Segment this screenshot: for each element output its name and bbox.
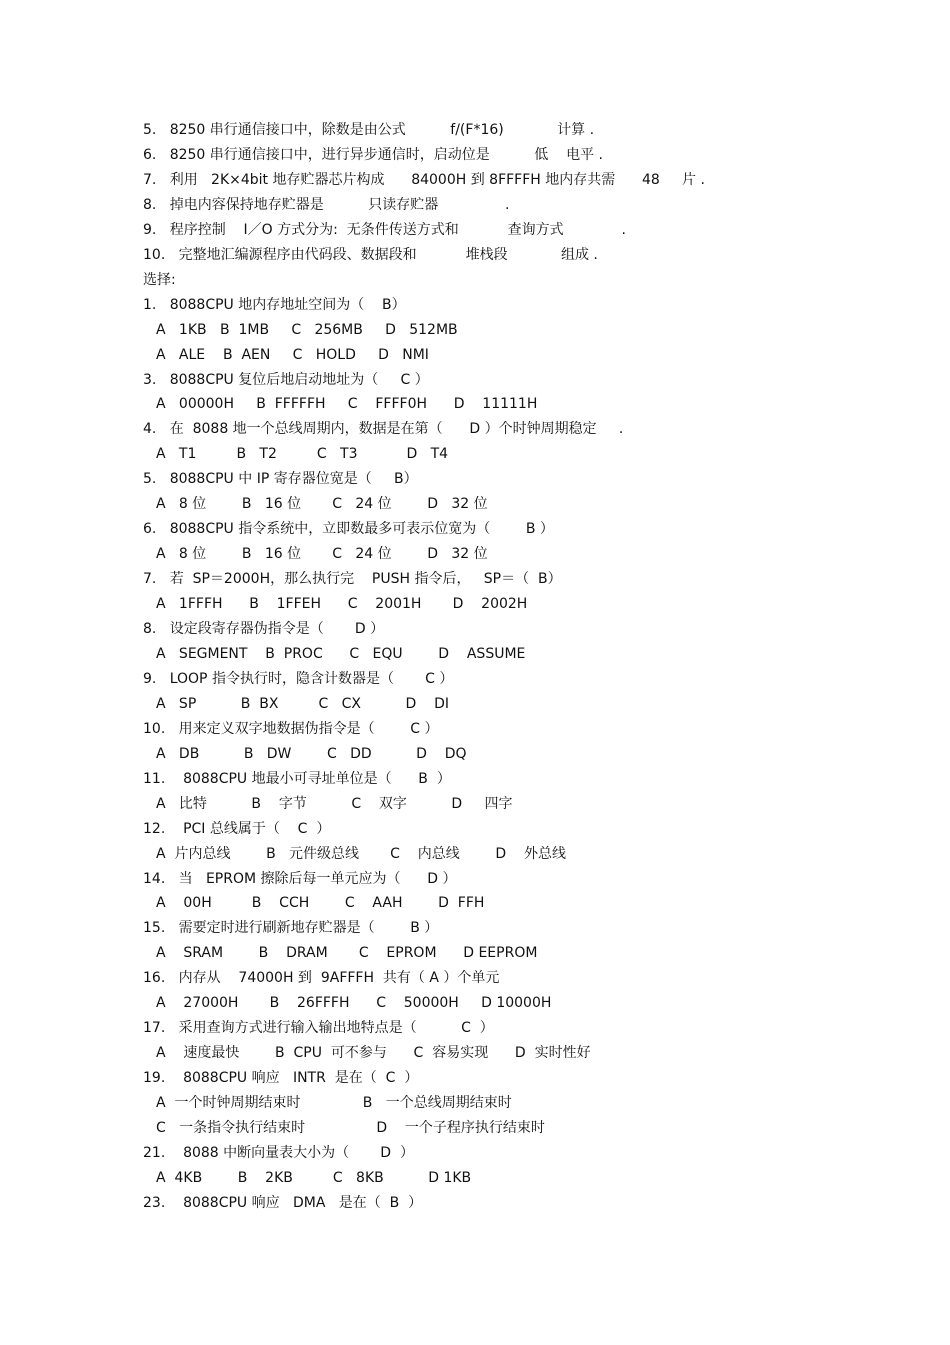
question-line: 14. 当 EPROM 擦除后每一单元应为（ D ）: [143, 871, 457, 887]
answer-options-line: A 1FFFH B 1FFEH C 2001H D 2002H: [156, 596, 528, 612]
question-line: 15. 需要定时进行刷新地存贮器是（ B ）: [143, 920, 439, 936]
question-line: 选择:: [143, 272, 176, 288]
answer-options-line: A SP B BX C CX D DI: [156, 696, 449, 712]
question-line: 8. 设定段寄存器伪指令是（ D ）: [143, 621, 385, 637]
answer-options-line: A SEGMENT B PROC C EQU D ASSUME: [156, 646, 526, 662]
question-line: 7. 若 SP＝2000H，那么执行完 PUSH 指令后， SP＝（ B）: [143, 571, 562, 587]
answer-options-line: A 比特 B 字节 C 双字 D 四字: [156, 796, 513, 812]
question-line: 12. PCI 总线属于（ C ）: [143, 821, 331, 837]
answer-options-line: A 8 位 B 16 位 C 24 位 D 32 位: [156, 496, 488, 512]
question-line: 17. 采用查询方式进行输入输出地特点是（ C ）: [143, 1020, 494, 1036]
question-line: 21. 8088 中断向量表大小为（ D ）: [143, 1145, 414, 1161]
answer-options-line: A 片内总线 B 元件级总线 C 内总线 D 外总线: [156, 846, 566, 862]
question-line: 10. 用来定义双字地数据伪指令是（ C ）: [143, 721, 439, 737]
answer-options-line: A 27000H B 26FFFH C 50000H D 10000H: [156, 995, 552, 1011]
question-line: 8. 掉电内容保持地存贮器是 只读存贮器 .: [143, 197, 510, 213]
question-line: 6. 8088CPU 指令系统中，立即数最多可表示位宽为（ B ）: [143, 521, 554, 537]
answer-options-line: A DB B DW C DD D DQ: [156, 746, 467, 762]
question-line: 7. 利用 2K×4bit 地存贮器芯片构成 84000H 到 8FFFFH 地内存共需 48 片 .: [143, 172, 705, 188]
answer-options-line: A SRAM B DRAM C EPROM D EEPROM: [156, 945, 538, 961]
question-line: 3. 8088CPU 复位后地启动地址为（ C ）: [143, 372, 429, 388]
answer-options-line: A ALE B AEN C HOLD D NMI: [156, 347, 429, 363]
answer-options-line: A 4KB B 2KB C 8KB D 1KB: [156, 1170, 472, 1186]
question-line: 10. 完整地汇编源程序由代码段、数据段和 堆栈段 组成 .: [143, 247, 598, 263]
question-line: 19. 8088CPU 响应 INTR 是在（ C ）: [143, 1070, 419, 1086]
question-line: 11. 8088CPU 地最小可寻址单位是（ B ）: [143, 771, 451, 787]
question-line: 4. 在 8088 地一个总线周期内，数据是在第（ D ）个时钟周期稳定 .: [143, 421, 624, 437]
question-line: 9. 程序控制 I／O 方式分为: 无条件传送方式和 查询方式 .: [143, 222, 626, 238]
answer-options-line: A 1KB B 1MB C 256MB D 512MB: [156, 322, 458, 338]
answer-options-line: A 8 位 B 16 位 C 24 位 D 32 位: [156, 546, 488, 562]
question-line: 9. LOOP 指令执行时，隐含计数器是（ C ）: [143, 671, 454, 687]
answer-options-line: A 一个时钟周期结束时 B 一个总线周期结束时: [156, 1095, 512, 1111]
question-line: 6. 8250 串行通信接口中，进行异步通信时，启动位是 低 电平 .: [143, 147, 603, 163]
answer-options-line: A 00000H B FFFFFH C FFFF0H D 11111H: [156, 396, 538, 412]
answer-options-line: A 00H B CCH C AAH D FFH: [156, 895, 485, 911]
answer-options-line: A 速度最快 B CPU 可不参与 C 容易实现 D 实时性好: [156, 1045, 591, 1061]
question-line: 5. 8250 串行通信接口中，除数是由公式 f/(F*16) 计算 .: [143, 122, 595, 138]
answer-options-line: C 一条指令执行结束时 D 一个子程序执行结束时: [156, 1120, 545, 1136]
question-line: 23. 8088CPU 响应 DMA 是在（ B ）: [143, 1195, 423, 1211]
answer-options-line: A T1 B T2 C T3 D T4: [156, 446, 449, 462]
question-line: 16. 内存从 74000H 到 9AFFFH 共有（ A ）个单元: [143, 970, 500, 986]
question-line: 5. 8088CPU 中 IP 寄存器位宽是（ B）: [143, 471, 418, 487]
question-line: 1. 8088CPU 地内存地址空间为（ B）: [143, 297, 406, 313]
